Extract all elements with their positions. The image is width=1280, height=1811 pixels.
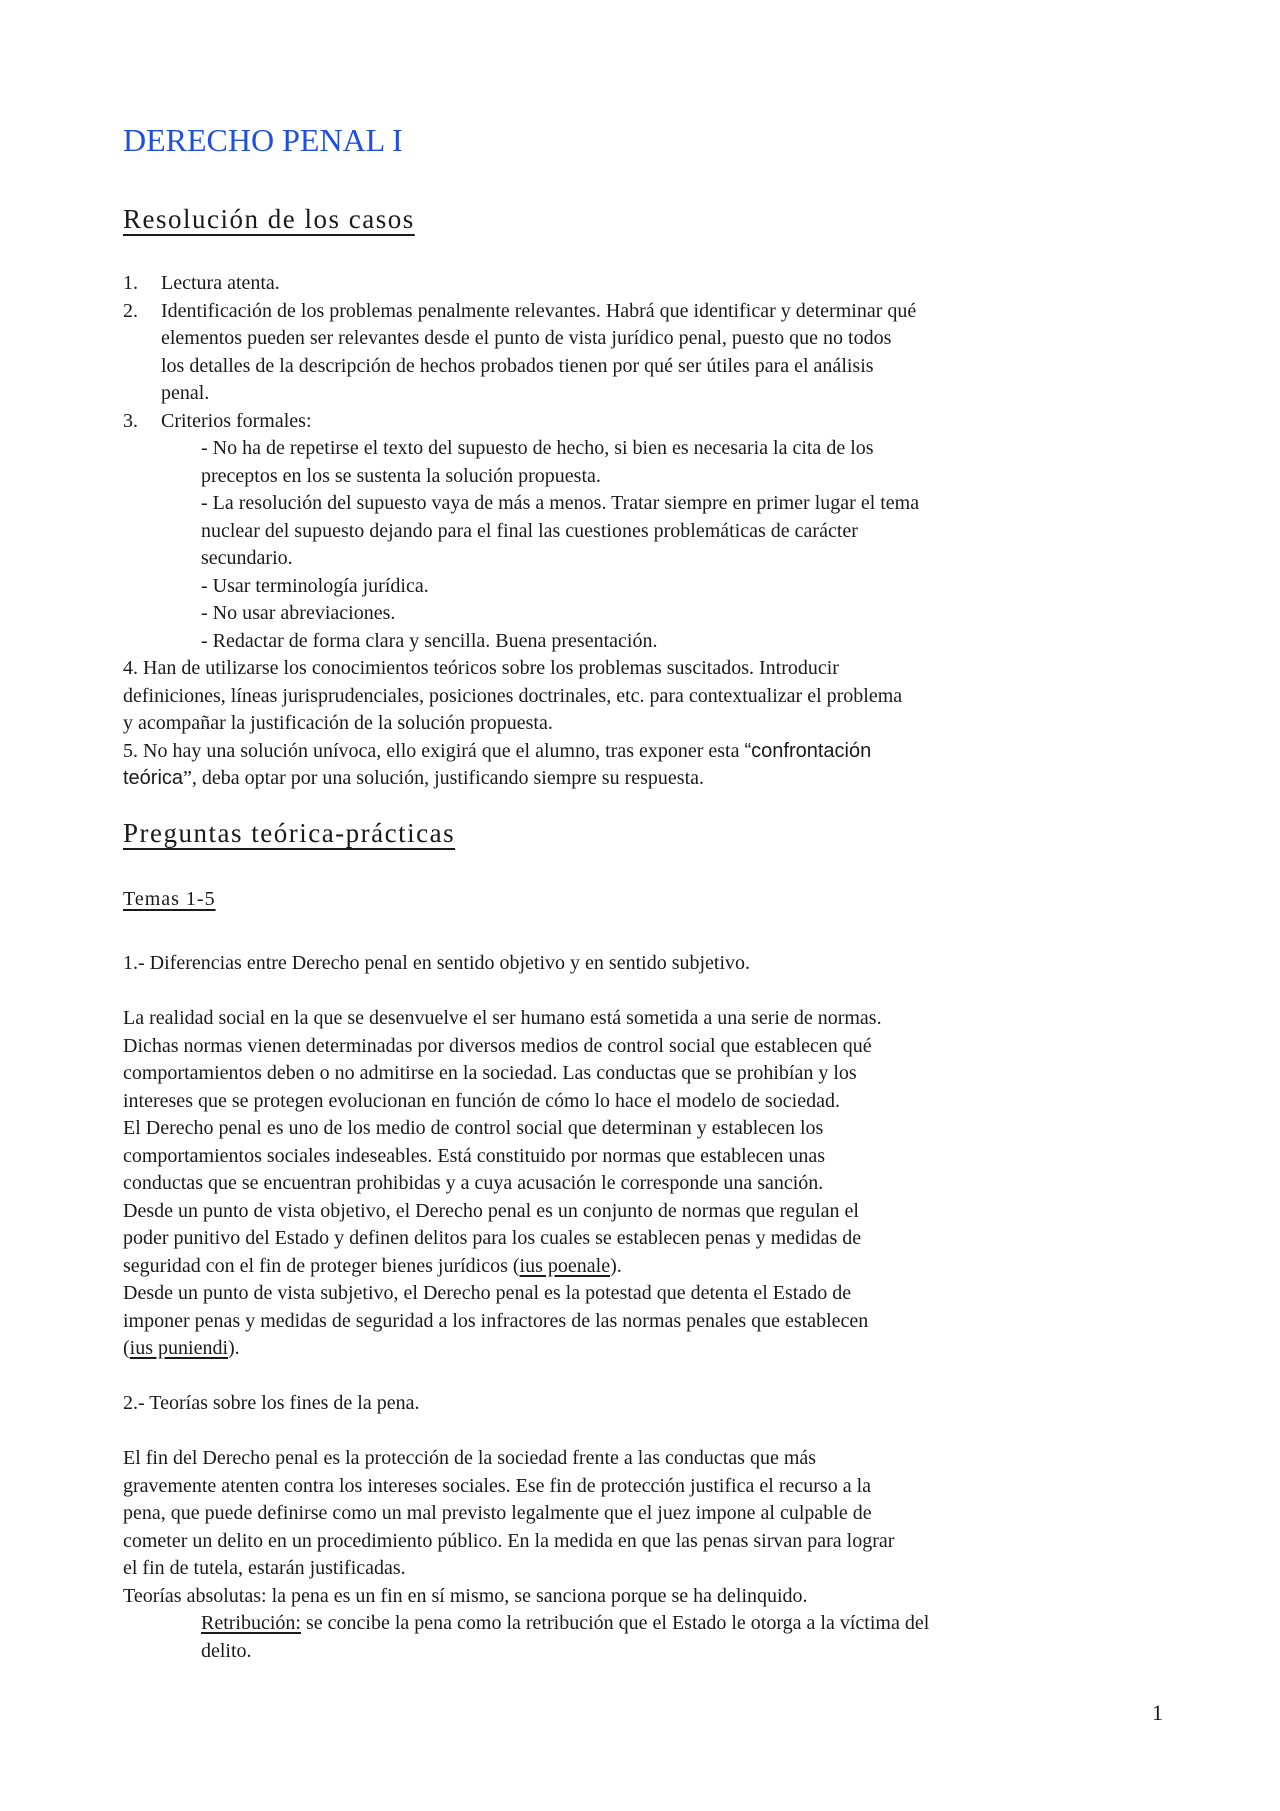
question-2: 2.- Teorías sobre los fines de la pena.	[123, 1392, 420, 1414]
term-ius-puniendi: ius puniendi	[129, 1337, 229, 1359]
list-item: 3. Criterios formales:	[123, 409, 312, 432]
criterio-line: - La resolución del supuesto vaya de más a menos. Tratar siempre en primer lugar el tema	[201, 492, 920, 514]
page-number: 1	[1152, 1700, 1163, 1725]
criterio-line: - Redactar de forma clara y sencilla. Buena presentación.	[201, 629, 658, 652]
item4-line: 4. Han de utilizarse los conocimientos teóricos sobre los problemas suscitados. Introducir	[123, 657, 839, 679]
resolucion-list	[123, 270, 1163, 793]
list-item-cont: elementos pueden ser relevantes desde el punto de vista jurídico penal, puesto que no todos	[161, 327, 892, 349]
criterio-line: - Usar terminología jurídica.	[201, 574, 429, 597]
list-item-cont: los detalles de la descripción de hechos probados tienen por qué ser útiles para el análisis	[161, 354, 874, 377]
question-1-answer: La realidad social en la que se desenvuelve el ser humano está sometida a una serie de normas. Dichas normas vienen determinadas por diversos medios de control social que establecen qué comportamientos deben o no admitirse en la sociedad. Las conductas que se prohibían y los intereses que se protegen evolucionan en función de cómo lo hace el modelo de sociedad. El Derecho penal es uno de los medio de control social que determinan y establecen los comportamientos sociales indeseables. Está constituido por normas que establecen unas conductas que se encuentran prohibidas y a cuya acusación le corresponde una sanción. Desde un punto de vista objetivo, el Derecho penal es un conjunto de normas que regulan el poder punitivo del Estado y definen delitos para los cuales se establecen penas y medidas de seguridad con el fin de proteger bienes jurídicos (ius poenale). Desde un punto de vista subjetivo, el Derecho penal es la potestad que detenta el Estado de imponer penas y medidas de seguridad a los infractores de las normas penales que establecen (ius puniendi).	[123, 1007, 882, 1359]
criterio-line: secundario.	[201, 547, 293, 569]
section-heading-resolucion: Resolución de los casos	[123, 204, 415, 234]
item5-line: teórica”, deba optar por una solución, justificando siempre su respuesta.	[123, 767, 704, 789]
subheading-temas: Temas 1-5	[123, 888, 216, 910]
list-item: 2. Identificación de los problemas penalmente relevantes. Habrá que identificar y determinar qué	[123, 299, 917, 322]
criterio-line: preceptos en los se sustenta la solución propuesta.	[201, 464, 601, 487]
item4-line: definiciones, líneas jurisprudenciales, posiciones doctrinales, etc. para contextualizar el problema	[123, 684, 903, 707]
criterio-line: nuclear del supuesto dejando para el final las cuestiones problemáticas de carácter	[201, 519, 858, 542]
question-2-answer: El fin del Derecho penal es la protección de la sociedad frente a las conductas que más gravemente atenten contra los intereses sociales. Ese fin de protección justifica el recurso a la pena, que puede definirse como un mal previsto legalmente que el juez impone al culpable de cometer un delito en un procedimiento público. En la medida en que las penas sirvan para lograr el fin de tutela, estarán justificadas. Teorías absolutas: la pena es un fin en sí mismo, se sanciona porque se ha delinquido. Retribución: se concibe la pena como la retribución que el Estado le otorga a la víctima del delito.	[123, 1447, 930, 1662]
retribucion-label: Retribución:	[201, 1612, 301, 1634]
term-ius-poenale: ius poenale	[519, 1254, 611, 1277]
document-title: DERECHO PENAL I	[123, 122, 403, 158]
list-item-cont: penal.	[161, 382, 210, 404]
criterio-line: - No ha de repetirse el texto del supuesto de hecho, si bien es necesaria la cita de los	[201, 437, 874, 459]
question-1: 1.- Diferencias entre Derecho penal en sentido objetivo y en sentido subjetivo.	[123, 952, 751, 974]
section-heading-preguntas: Preguntas teórica-prácticas	[123, 818, 456, 848]
list-item: 1. Lectura atenta.	[123, 272, 280, 294]
item5-line: 5. No hay una solución unívoca, ello exigirá que el alumno, tras exponer esta “confrontación	[123, 739, 872, 762]
criterio-line: - No usar abreviaciones.	[201, 602, 396, 624]
item4-line: y acompañar la justificación de la solución propuesta.	[123, 712, 553, 734]
